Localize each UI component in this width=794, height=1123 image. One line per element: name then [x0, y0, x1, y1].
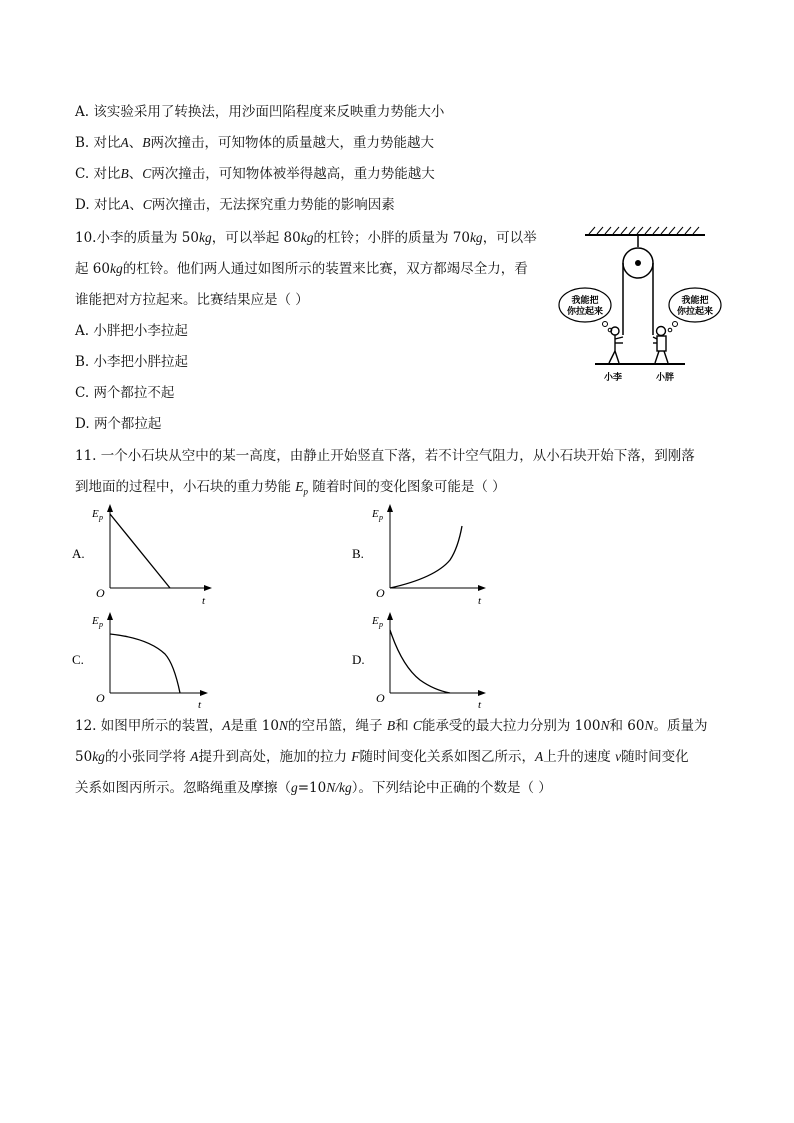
thought-bubble-left: [559, 288, 612, 332]
q10-option-a: A. 小胖把小李拉起: [75, 323, 188, 339]
svg-text:p: p: [379, 513, 383, 522]
label-xiaopang: 小胖: [655, 372, 675, 382]
graph-b-curve: [390, 526, 462, 588]
pulley-figure: [555, 225, 735, 385]
q9-option-b: B. 对比A、B两次撞击，可知物体的质量越大，重力势能越大: [75, 135, 435, 151]
q9-option-c: C. 对比B、C两次撞击，可知物体被举得越高，重力势能越大: [75, 166, 435, 182]
svg-text:O: O: [376, 586, 385, 600]
y-axis-arrow: [387, 504, 393, 512]
svg-text:p: p: [379, 620, 383, 629]
graph-a: [70, 500, 220, 610]
q9-option-a: A. 该实验采用了转换法，用沙面凹陷程度来反映重力势能大小: [75, 104, 445, 120]
graph-c: [70, 608, 220, 713]
svg-text:t: t: [198, 699, 202, 711]
graph-b: [350, 500, 500, 610]
svg-text:D.: D.: [352, 652, 365, 667]
graph-c-curve: [110, 634, 180, 693]
q11-stem-line-2: 到地面的过程中，小石块的重力势能 $E_p$ 随着时间的变化图象可能是（ ）: [75, 479, 506, 497]
pulley-axle: [635, 260, 641, 266]
svg-text:t: t: [202, 595, 206, 607]
svg-text:我能把: 我能把: [681, 295, 709, 305]
svg-text:p: p: [99, 620, 103, 629]
q10-stem-line-3: 谁能把对方拉起来。比赛结果应是（ ）: [75, 292, 309, 308]
q9-option-d: D. 对比A、C两次撞击，无法探究重力势能的影响因素: [75, 197, 395, 213]
svg-text:O: O: [376, 691, 385, 705]
svg-text:t: t: [478, 595, 482, 607]
graph-d: [350, 608, 500, 713]
x-axis-arrow: [200, 690, 208, 696]
q10-option-b: B. 小李把小胖拉起: [75, 354, 189, 370]
q12-stem-line-3: 关系如图丙所示。忽略绳重及摩擦（g=10N/kg）。下列结论中正确的个数是（ ）: [75, 780, 552, 796]
svg-text:p: p: [99, 513, 103, 522]
q12-stem-line-2: 50kg的小张同学将 A提升到高处，施加的拉力 F随时间变化关系如图乙所示，A上升的速度 v随时间变化: [75, 749, 689, 765]
svg-text:E: E: [372, 615, 379, 627]
q12-stem-line-1: 12. 如图甲所示的装置，A是重 10N的空吊篮，绳子 B和 C能承受的最大拉力分别为 100N和 60N。质量为: [75, 718, 708, 734]
y-axis-arrow: [387, 612, 393, 620]
x-axis-arrow: [478, 690, 486, 696]
label-xiaoli: 小李: [603, 372, 623, 382]
svg-text:我能把: 我能把: [571, 295, 599, 305]
graph-d-curve: [390, 630, 450, 693]
svg-text:E: E: [372, 508, 379, 520]
x-axis-arrow: [204, 585, 212, 591]
thought-bubble-right: [668, 288, 721, 332]
svg-text:E: E: [92, 615, 99, 627]
person-xiaoli: [609, 327, 623, 363]
svg-text:O: O: [96, 691, 105, 705]
q11-stem-line-1: 11. 一个小石块从空中的某一高度，由静止开始竖直下落，若不计空气阻力，从小石块开始下落，到刚落: [75, 448, 695, 464]
svg-text:A.: A.: [72, 546, 85, 561]
x-axis-arrow: [478, 585, 486, 591]
svg-text:C.: C.: [72, 652, 84, 667]
svg-text:t: t: [478, 699, 482, 711]
y-axis-arrow: [107, 612, 113, 620]
y-axis-arrow: [107, 504, 113, 512]
graph-a-curve: [110, 514, 170, 588]
q10-stem-line-2: 起 60kg的杠铃。他们两人通过如图所示的装置来比赛，双方都竭尽全力，看: [75, 261, 528, 277]
ceiling: [585, 227, 705, 235]
svg-text:O: O: [96, 586, 105, 600]
q10-stem-line-1: 10.小李的质量为 50kg，可以举起 80kg的杠铃；小胖的质量为 70kg，可以举: [75, 230, 537, 246]
svg-text:E: E: [92, 508, 99, 520]
q10-option-d: D. 两个都拉起: [75, 416, 162, 432]
svg-text:你拉起来: 你拉起来: [566, 306, 604, 316]
q10-option-c: C. 两个都拉不起: [75, 385, 175, 401]
svg-text:B.: B.: [352, 546, 364, 561]
svg-text:你拉起来: 你拉起来: [676, 306, 714, 316]
person-xiaopang: [653, 327, 668, 364]
